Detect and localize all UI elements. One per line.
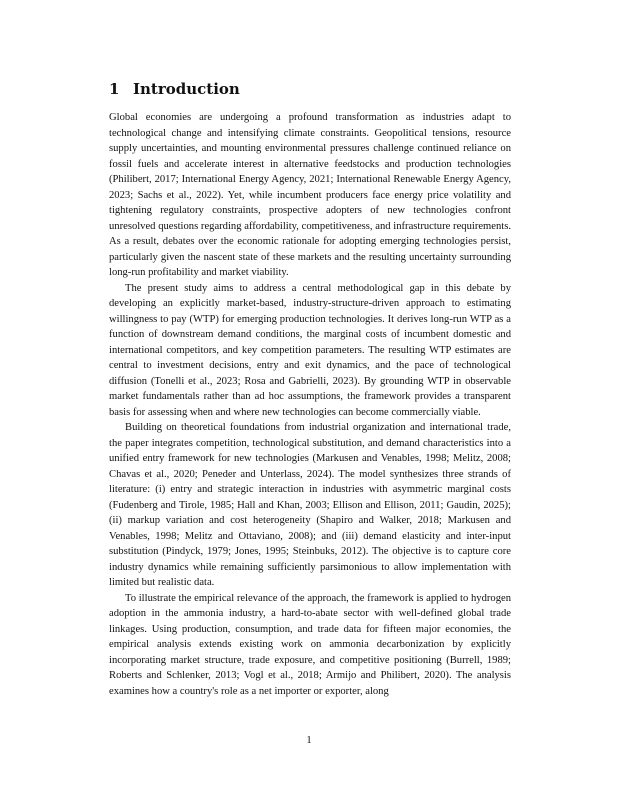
page-number: 1: [306, 735, 312, 746]
paragraph: The present study aims to address a central methodological gap in this debate by developing an explicitly market-based, industry-structure-driven approach to estimating willingness to pay (WTP) for emerging production technologies. It derives long-run WTP as a function of downstream demand conditions, the marginal costs of incumbent domestic and international competitors, and key competition parameters. The resulting WTP estimates are central to investment decisions, entry and exit dynamics, and the pace of technological diffusion (Tonelli et al., 2023; Rosa and Gabrielli, 2023). By grounding WTP in observable market fundamentals rather than ad hoc assumptions, the framework provides a transparent basis for assessing when and where new technologies can become commercially viable.: [109, 282, 511, 418]
paragraph: To illustrate the empirical relevance of the approach, the framework is applied to hydrogen adoption in the ammonia industry, a hard-to-abate sector with well-defined global trade linkages. Using production, consumption, and trade data for fifteen major economies, the empirical analysis extends existing work on ammonia decarbonization by explicitly incorporating market structure, trade exposure, and competitive positioning (Burrell, 1989; Roberts and Schlenker, 2013; Vogl et al., 2018; Armijo and Philibert, 2020). The analysis examines how a country's role as a net importer or exporter, along: [109, 592, 511, 697]
body-text: [109, 110, 511, 699]
section-number: 1: [109, 80, 120, 98]
paragraph: Global economies are undergoing a profound transformation as industries adapt to technological change and intensifying climate constraints. Geopolitical tensions, resource supply uncertainties, and mounting environmental pressures challenge continued reliance on fossil fuels and accelerate interest in alternative feedstocks and production technologies (Philibert, 2017; International Energy Agency, 2021; International Renewable Energy Agency, 2023; Sachs et al., 2022). Yet, while incumbent producers face energy price volatility and tightening regulatory constraints, prospective adopters of new technologies confront unresolved questions regarding affordability, competitiveness, and infrastructure requirements. As a result, debates over the economic rationale for adopting emerging technologies persist, particularly given the nascent state of these markets and the resulting uncertainty surrounding long-run profitability and market viability.: [109, 112, 511, 278]
section-heading: [109, 80, 240, 98]
section-title: Introduction: [133, 80, 240, 98]
paragraph: Building on theoretical foundations from industrial organization and international trade, the paper integrates competition, technological substitution, and demand characteristics into a unified entry framework for new technologies (Markusen and Venables, 1998; Melitz, 2008; Chavas et al., 2020; Peneder and Unterlass, 2024). The model synthesizes three strands of literature: (i) entry and strategic interaction in industries with asymmetric marginal costs (Fudenberg and Tirole, 1985; Hall and Khan, 2003; Ellison and Ellison, 2011; Gaudin, 2025); (ii) markup variation and cost heterogeneity (Shapiro and Walker, 2018; Markusen and Venables, 1998; Melitz and Ottaviano, 2008); and (iii) demand elasticity and inter-input substitution (Pindyck, 1979; Jones, 1995; Steinbuks, 2012). The objective is to capture core industry dynamics while remaining sufficiently parsimonious to allow implementation with limited but realistic data.: [109, 422, 511, 588]
